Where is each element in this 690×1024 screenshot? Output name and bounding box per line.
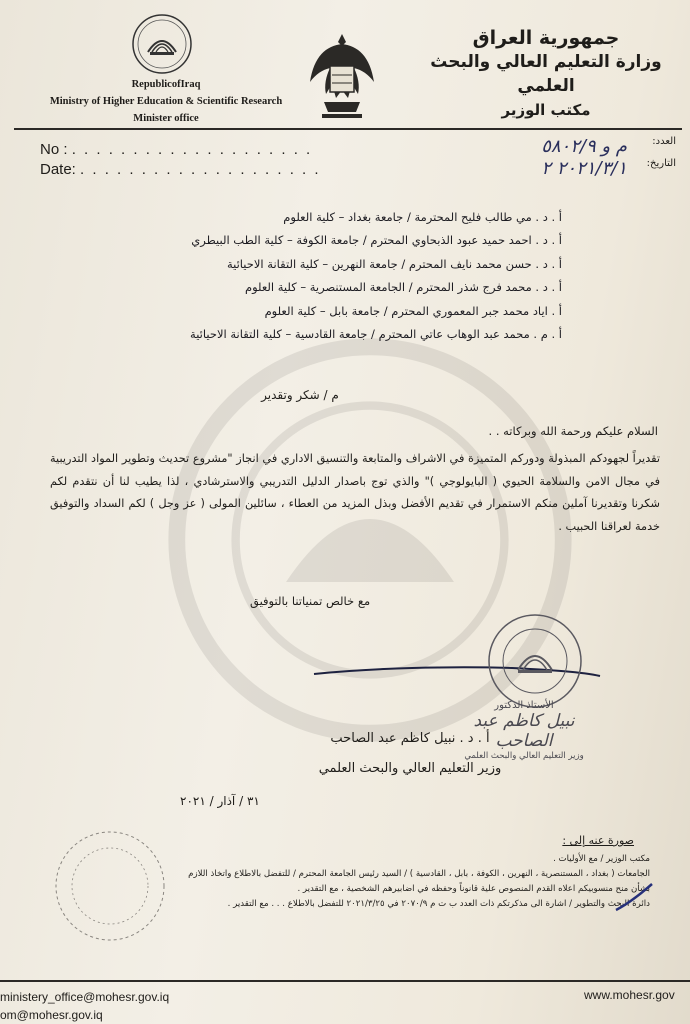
cc-item: مكتب الوزير / مع الأوليات . — [553, 854, 650, 864]
no-dots: . . . . . . . . . . . . . . . . . . . . — [71, 141, 313, 158]
header-arabic — [416, 26, 676, 122]
date-ar-value: ٢٠٢١/٣/١ ٢ — [541, 158, 627, 179]
header-en-country: RepublicofIraq — [131, 79, 201, 90]
official-seal-icon — [486, 612, 584, 710]
signer-title: وزير التعليم العالي والبحث العلمي — [318, 761, 502, 776]
faint-stamp-icon — [50, 826, 170, 946]
recipients-list — [102, 206, 562, 346]
number-date-block — [40, 140, 321, 180]
header-en-office: Minister office — [133, 113, 199, 124]
ref-label: العدد: — [652, 136, 676, 147]
cc-item: دائرة البحث والتطوير / اشارة الى مذكرتكم ذات العدد ب ت م ٢٠٧٠/٩ في ٢٠٢١/٣/٢٥ للتفضل بالاطلاع . . . مع التقدير . — [227, 899, 650, 909]
signer-name: أ . د . نبيل كاظم عبد الصاحب — [330, 731, 490, 746]
footer-emails — [0, 988, 169, 1024]
stamp-line-3: وزير التعليم العالي والبحث العلمي — [464, 751, 584, 761]
ministry-logo-icon — [130, 12, 194, 76]
header-en-ministry: Ministry of Higher Education & Scientific Research — [49, 96, 283, 107]
header-ar-office: مكتب الوزير — [501, 101, 591, 119]
stamp-line-1: الأستاذ الدكتور — [494, 700, 554, 711]
greeting: السلام عليكم ورحمة الله وبركاته . . — [488, 424, 658, 438]
header-english — [36, 76, 296, 127]
date-dots: . . . . . . . . . . . . . . . . . . . . — [80, 161, 321, 178]
recipient-line: أ . اياد محمد جبر المعموري المحترم / جامعة بابل – كلية العلوم — [264, 303, 562, 318]
recipient-line: أ . م . محمد عبد الوهاب عاتي المحترم / جامعة القادسية – كلية التقانة الاحيائية — [190, 327, 562, 342]
stamp-line-2: نبيل كاظم عبد الصاحب — [473, 711, 575, 751]
date-ar-label: التاريخ: — [646, 158, 676, 169]
recipient-line: أ . د . محمد فرج شذر المحترم / الجامعة المستنصرية – كلية العلوم — [244, 280, 562, 295]
header-ar-country: جمهورية العراق — [472, 27, 620, 49]
footer-email-1: ministery_office@mohesr.gov.iq — [0, 990, 170, 1004]
header-divider — [14, 128, 682, 130]
pen-check-mark-icon — [612, 880, 656, 916]
footer-website: www.mohesr.gov — [584, 988, 675, 1002]
letter-body: تقديراً لجهودكم المبذولة ودوركم المتميزة في الاشراف والمتابعة والتنسيق الاداري في انجاز "مشروع تحديث وتطوير المواد التدريبية في مجال الامن والسلامة الحيوي ( البايولوجي )" والذي توج باصدار الدليل التدريبي والاسترشادي ، لذا يطيب لنا أن نتقدم لكم شكرنا وتقديرنا آملين منكم الاستمرار في تقديم الأفضل وبذل المزيد من العطاء ، سائلين المولى ( عز وجل ) لكم السداد والتوفيق خدمة لعراقنا الحبيب . — [50, 452, 660, 533]
eagle-emblem-icon — [306, 28, 378, 124]
recipient-line: أ . د . حسن محمد نايف المحترم / جامعة النهرين – كلية التقانة الاحيائية — [226, 256, 562, 271]
footer-divider — [0, 980, 690, 982]
reference-block — [541, 136, 676, 180]
date-label: Date: — [40, 161, 76, 178]
header-ar-ministry: وزارة التعليم العالي والبحث العلمي — [430, 52, 662, 96]
recipient-line: أ . د . احمد حميد عبود الذبحاوي المحترم / جامعة الكوفة – كلية الطب البيطري — [191, 233, 562, 248]
minister-stamp — [444, 700, 604, 761]
no-label: No : — [40, 141, 68, 158]
cc-item: الجامعات ( بغداد ، المستنصرية ، النهرين ، الكوفة ، بابل ، القادسية ) / السيد رئيس الجامعة المحترم / للتفضل بالاطلاع واتخاذ اللازم — [188, 869, 650, 879]
letter-subject: م / شكر وتقدير — [261, 388, 339, 402]
cc-title: صورة عنه إلى : — [562, 834, 634, 847]
closing-line: مع خالص تمنياتنا بالتوفيق — [250, 594, 371, 608]
signature-date: ٣١ / آذار / ٢٠٢١ — [180, 794, 260, 808]
footer-email-2: om@mohesr.gov.iq — [0, 1008, 103, 1022]
ref-value: م و ٥٨٠٢/٩ — [541, 136, 627, 157]
recipient-line: أ . د . مي طالب فليح المحترمة / جامعة بغداد – كلية العلوم — [283, 210, 562, 224]
cc-item: بشأن منح منسوبيكم اعلاه القدم المنصوص علية قانوناً وحفظه في اضابيرهم الشخصية ، مع التقدير . — [297, 884, 650, 894]
